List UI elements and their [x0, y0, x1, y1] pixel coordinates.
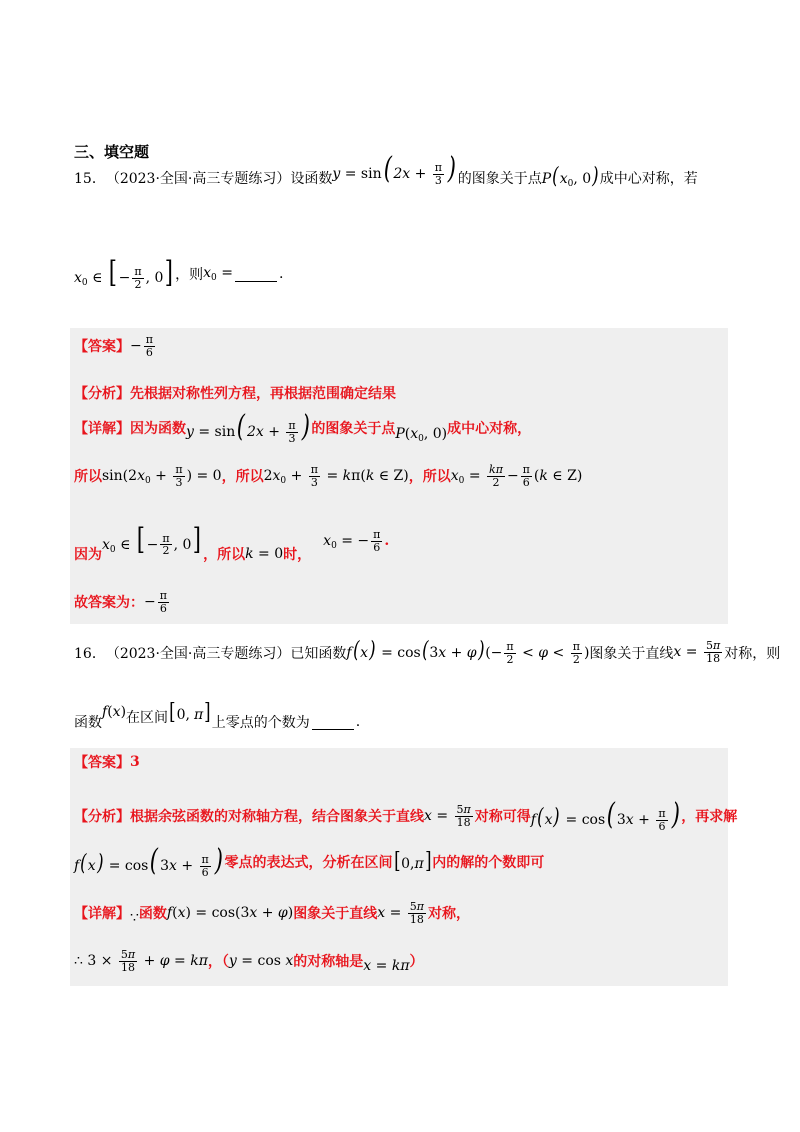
a16-analysis-line-2 [74, 843, 545, 879]
detail-text: 时， [283, 547, 312, 563]
detail-text: ，（ [207, 954, 229, 970]
analysis-text: 对称可得 [474, 809, 531, 826]
q16-line-2 [74, 702, 360, 732]
q16-function-formula: f(x) = cos(3x + φ)(− $\frac{\pi}{2}$ < φ < $\frac{\pi}{2}$ ) [346, 638, 590, 666]
a15-function-formula: y = sin( 2x + $\frac{\pi}{3}$ ) [186, 409, 310, 445]
a15-detail-line-3 [74, 518, 389, 564]
detail-text: 的对称轴是 [293, 954, 364, 970]
q15-text: 的图象关于点 [457, 170, 542, 187]
a16-function-formula: f(x) = cos(3x + φ) [166, 905, 294, 921]
detail-text: 图象关于直线 [293, 906, 378, 922]
a16-answer-value: 3 [130, 754, 140, 770]
q15-x0-formula: $x_0$ = [203, 265, 233, 284]
q15-text: . [278, 266, 284, 283]
a16-answer-line [74, 752, 140, 772]
q15-answer-blank[interactable] [235, 267, 277, 282]
a15-equation-2: $2x_0$ + $\frac{\pi}{3}$ = kπ(k ∈ Z) [263, 463, 409, 489]
detail-label: 【详解】 [74, 421, 130, 438]
detail-text: ，所以 [203, 547, 246, 563]
analysis-text: 先根据对称性列方程，再根据范围确定结果 [130, 386, 396, 402]
a15-k-value: k = 0 [245, 546, 284, 562]
a16-detail-line-2 [74, 948, 424, 974]
analysis-text: 零点的表达式，分析在区间 [224, 855, 393, 872]
q16-line-1 [74, 640, 780, 665]
answer-label: 【答案】 [74, 755, 130, 771]
q15-text: 成中心对称，若 [599, 170, 698, 187]
q15-source: （2023·全国·高三专题练习） [105, 170, 291, 187]
detail-text: 对称， [428, 906, 470, 922]
q15-range-formula: $x_0$ ∈ [ − $\frac{\pi}{2}$ , 0] [74, 255, 174, 291]
detail-text: 函数 [138, 906, 167, 922]
final-answer-label: 故答案为： [74, 595, 144, 612]
a16-axis-formula: x = kπ [363, 958, 410, 974]
q16-text: 对称，则 [724, 645, 781, 662]
q16-number: 16． [74, 645, 106, 662]
a16-fx-formula: f(x) = cos( 3x + $\frac{\pi}{6}$ ) [530, 797, 680, 833]
analysis-text: ，再求解 [681, 809, 738, 826]
detail-label: 【详解】 [74, 906, 130, 922]
q15-line-2 [74, 255, 284, 291]
analysis-text: 内的解的个数即可 [432, 855, 545, 872]
detail-text: . [384, 533, 390, 549]
detail-text: ，所以 [221, 469, 264, 486]
a16-analysis-line-1 [74, 797, 738, 833]
a15-final-line [74, 590, 171, 614]
a15-answer-line [74, 334, 157, 358]
analysis-label: 【分析】 [74, 386, 130, 402]
q15-point-formula: $P(x_0$, 0) [541, 164, 599, 189]
a16-detail-line-1 [74, 900, 470, 926]
q16-fx: f(x) [102, 704, 127, 720]
q16-text: 上零点的个数为 [211, 715, 310, 731]
a15-answer-value: − $\frac{\pi}{6}$ [130, 333, 153, 359]
q16-interval: [0, π] [169, 700, 211, 725]
a16-fx-formula-2: f(x) = cos( 3x + $\frac{\pi}{6}$ ) [74, 843, 223, 879]
a15-detail-line-1 [74, 409, 532, 445]
detail-text: ） [409, 954, 424, 970]
a15-final-value: − $\frac{\pi}{6}$ [144, 589, 167, 615]
a15-point-formula: $P(x_0$, 0) [395, 426, 448, 445]
q15-number: 15． [74, 170, 106, 187]
detail-text: 成中心对称， [447, 421, 532, 438]
section-title: 三、填空题 [74, 143, 150, 161]
detail-text: 所以 [74, 469, 102, 486]
q16-line-formula: x = $\frac{5\pi}{18}$ [673, 639, 721, 666]
answer-label: 【答案】 [74, 339, 130, 356]
q16-text: 在区间 [126, 710, 169, 726]
q16-text: 函数 [74, 715, 102, 731]
q15-function-formula: y = sin( 2x + $\frac{\pi}{3}$ ) [332, 151, 456, 187]
a15-equation-1: $\sin(2x_0$ + $\frac{\pi}{3}$ ) = 0 [102, 463, 222, 489]
q16-text: 已知函数 [290, 645, 347, 662]
q16-text: 图象关于直线 [589, 645, 674, 662]
analysis-label: 【分析】 [74, 809, 130, 826]
q15-text: ，则 [175, 267, 204, 284]
q16-source: （2023·全国·高三专题练习） [105, 645, 291, 662]
a16-equation: ∴ 3 × $\frac{5\pi}{18}$ + φ = kπ [74, 947, 208, 974]
detail-text: 因为 [74, 547, 102, 563]
a16-line-formula-2: x = $\frac{5\pi}{18}$ [377, 899, 424, 926]
q15-text: 设函数 [290, 170, 333, 187]
a16-interval: [0,π] [393, 849, 432, 875]
because-symbol: ∵ [130, 910, 139, 926]
a15-equation-3: $x_0$ = $\frac{k\pi}{2}$ − $\frac{\pi}{6}$ (k ∈ Z) [450, 463, 583, 489]
detail-text: ，所以 [408, 469, 451, 486]
a15-analysis-line [74, 383, 396, 403]
a15-result-formula: $x_0$ = − $\frac{\pi}{6}$ [323, 527, 381, 554]
a16-line-formula: x = $\frac{5\pi}{18}$ [424, 802, 471, 829]
q16-answer-blank[interactable] [312, 715, 354, 730]
q16-text: . [355, 714, 361, 730]
a15-range-formula: $x_0$ ∈ [ − $\frac{\pi}{2}$ , 0] [102, 521, 202, 558]
a15-detail-line-2 [74, 464, 582, 488]
analysis-text: 根据余弦函数的对称轴方程，结合图象关于直线 [130, 809, 424, 826]
a16-cos-formula: y = cos x [228, 953, 294, 969]
detail-text: 的图象关于点 [311, 421, 396, 438]
detail-text: 因为函数 [130, 421, 186, 438]
